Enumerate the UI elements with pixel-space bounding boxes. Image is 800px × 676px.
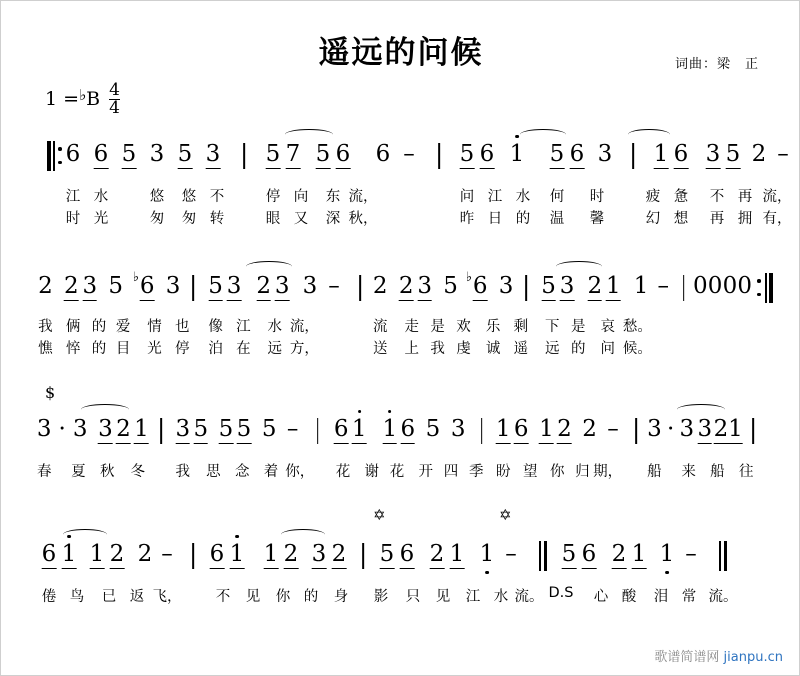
lyric-syllable: 花 [389, 464, 405, 480]
lyric-syllable: 你 [549, 464, 565, 480]
lyric-syllable: 情 [147, 319, 162, 335]
note: 5 [315, 141, 331, 167]
note: 5 [541, 273, 556, 299]
lyric-syllable: 不 [209, 189, 225, 205]
note: 3 [647, 416, 662, 442]
note: 5 [177, 141, 193, 167]
note: 1 [631, 541, 647, 567]
barline [359, 275, 361, 301]
note: – [685, 541, 697, 567]
note: 6 [513, 416, 529, 442]
note: 1 [61, 541, 77, 567]
lyric-syllable: 水 [493, 589, 509, 605]
lyric-syllable: 不 [215, 589, 231, 605]
note: 6 [673, 141, 689, 167]
note: 1 [659, 541, 675, 567]
slur-mark [246, 261, 292, 272]
lyric-syllable: 泊 [208, 341, 223, 357]
lyric-syllable: 剩 [513, 319, 529, 335]
lyric-syllable: 流 [373, 319, 388, 335]
music-system-2 [1, 270, 800, 363]
lyric-syllable: 的 [570, 341, 586, 357]
lyric-syllable: 影 [373, 589, 389, 605]
note: – [505, 541, 517, 567]
key-prefix: 1 = [45, 87, 80, 110]
note: 1 [351, 416, 367, 442]
lyric-syllable: D.S [548, 585, 574, 601]
lyric-syllable: 匆 [149, 211, 165, 227]
lyric-syllable: 下 [545, 319, 560, 335]
note: 6 [41, 541, 57, 567]
lyric-syllable: 船 [647, 464, 662, 480]
note: 1 [728, 416, 743, 442]
note: 2 [713, 416, 729, 442]
note: 5 [108, 273, 124, 299]
note: 3 [311, 541, 327, 567]
lyric-row [1, 585, 800, 607]
note: 5 [725, 141, 741, 167]
lyric-syllable: 我 [38, 319, 53, 335]
lyric-syllable: 目 [115, 341, 131, 357]
lyric-syllable: 问 [459, 189, 475, 205]
lyric-syllable: 归 [575, 464, 590, 480]
note: 0 [707, 273, 723, 299]
lyric-syllable: 温 [549, 211, 565, 227]
note: 5 [425, 416, 441, 442]
note: 2 [557, 416, 572, 442]
note: 3 [597, 141, 613, 167]
note: 1 [449, 541, 465, 567]
barline [636, 418, 638, 444]
lyric-syllable: 开 [418, 464, 434, 480]
note: 2 [587, 273, 603, 299]
lyric-syllable: 拥 [737, 211, 753, 227]
lyric-syllable: 望 [522, 464, 538, 480]
lyric-syllable: 是 [570, 319, 586, 335]
note: 5 [379, 541, 395, 567]
note: 1 [382, 416, 398, 442]
note: 5 [265, 141, 281, 167]
note: 1 [606, 273, 621, 299]
lyric-syllable: 昨 [459, 211, 475, 227]
lyric-syllable: 乐 [485, 319, 501, 335]
lyric-syllable: 船 [710, 464, 725, 480]
note: 5 [208, 273, 223, 299]
note: 2 [63, 273, 79, 299]
note: 6 [399, 541, 415, 567]
note: 3 [697, 416, 713, 442]
note: 2 [109, 541, 125, 567]
lyric-syllable: 在 [236, 341, 251, 357]
note: 3 [705, 141, 721, 167]
note: 2 [751, 141, 767, 167]
note: 3 [498, 273, 514, 299]
note: 5 [549, 141, 565, 167]
note: 3 [679, 416, 695, 442]
lyric-syllable: 来 [681, 464, 696, 480]
note: 6 [479, 141, 495, 167]
lyric-syllable: 眼 [265, 211, 281, 227]
note: 2 [116, 416, 131, 442]
flat-symbol: ♭ [79, 85, 87, 104]
lyric-syllable: 再 [709, 211, 725, 227]
note: 2 [283, 541, 299, 567]
note: 3 [302, 273, 318, 299]
lyric-syllable: 的 [303, 589, 319, 605]
lyric-syllable: 水 [515, 189, 531, 205]
key-letter: B [86, 87, 101, 110]
lyric-row [1, 185, 800, 207]
lyric-syllable: 匆 [181, 211, 197, 227]
lyric-syllable: 悠 [181, 189, 197, 205]
barline [632, 143, 634, 169]
note: 5 [261, 416, 277, 442]
slur-mark [285, 129, 333, 140]
note: – [328, 273, 340, 299]
lyric-syllable: 何 [549, 189, 565, 205]
lyric-syllable: 的 [91, 341, 107, 357]
note: 2 [372, 273, 388, 299]
note: 5 [459, 141, 475, 167]
lyric-syllable: 悠 [149, 189, 165, 205]
note: – [777, 141, 789, 167]
lyric-syllable: 秋， [348, 211, 378, 227]
note: 5 [561, 541, 577, 567]
lyric-syllable: 春 [36, 464, 52, 480]
note-row [1, 416, 800, 462]
byline-author-2: 正 [744, 57, 759, 72]
music-system-1 [1, 141, 800, 231]
lyric-syllable: 问 [600, 341, 616, 357]
lyric-syllable: 疲 [645, 189, 661, 205]
note: 2 [38, 273, 53, 299]
lyric-syllable: 冬 [130, 464, 146, 480]
note: 2 [611, 541, 627, 567]
lyric-syllable: 悴 [65, 341, 81, 357]
lyric-syllable: 飞， [152, 589, 182, 605]
note: 3 [175, 416, 191, 442]
note: 1 [263, 541, 279, 567]
note: 3 [149, 141, 165, 167]
note: 1 [89, 541, 105, 567]
note: 0 [737, 273, 753, 299]
music-system-4 [1, 541, 800, 609]
lyric-syllable: 远 [267, 341, 283, 357]
meter-numerator: 4 [109, 80, 120, 100]
note: 1 [479, 541, 495, 567]
lyric-syllable: 俩 [65, 319, 81, 335]
note: 3 [559, 273, 575, 299]
barline [753, 418, 755, 444]
lyric-syllable: 期， [593, 464, 623, 480]
lyric-row [1, 460, 800, 482]
lyric-syllable: 哀 [600, 319, 616, 335]
note: 2 [137, 541, 153, 567]
lyric-syllable: 见 [245, 589, 261, 605]
note: 5 [193, 416, 209, 442]
note: 0 [692, 273, 708, 299]
note: 3 [417, 273, 432, 299]
flat-accidental-icon: ♭ [132, 270, 139, 285]
lyric-syllable: 江 [65, 189, 81, 205]
watermark-url: jianpu.cn [723, 650, 783, 665]
lyric-syllable: 倦 [41, 589, 57, 605]
lyric-syllable: 不 [709, 189, 725, 205]
barline [362, 543, 364, 569]
note-row [1, 141, 800, 187]
note: 3 [82, 273, 98, 299]
note: 1 [495, 416, 511, 442]
lyric-syllable: 念 [234, 464, 250, 480]
key-signature [45, 81, 120, 116]
lyric-syllable: 转 [209, 211, 225, 227]
note: 1 [229, 541, 245, 567]
lyric-syllable: 水 [93, 189, 109, 205]
page-title: 遥远的问候 [318, 35, 484, 71]
lyric-syllable: 我 [430, 341, 445, 357]
note: 1 [653, 141, 669, 167]
meter-denominator: 4 [109, 98, 120, 118]
note: – [403, 141, 415, 167]
note: 6 ♭ [465, 270, 488, 299]
note: – [607, 416, 619, 442]
coda-icon: ✡ [499, 506, 512, 524]
note: 6 [581, 541, 597, 567]
lyric-syllable: 往 [738, 464, 754, 480]
byline [675, 53, 759, 72]
byline-author: 梁 [716, 57, 731, 72]
note: 3 [165, 273, 181, 299]
lyric-syllable: 常 [681, 589, 697, 605]
lyric-syllable: 欢 [456, 319, 471, 335]
note: 5 [443, 273, 458, 299]
lyric-syllable: 上 [404, 341, 419, 357]
lyric-syllable: 心 [593, 589, 609, 605]
watermark-text: 歌谱简谱网 [654, 650, 720, 665]
lyric-syllable: 深 [325, 211, 341, 227]
lyric-syllable: 的 [91, 319, 107, 335]
slur-mark [281, 529, 325, 540]
note: 2 [582, 416, 597, 442]
note: 2 [256, 273, 272, 299]
lyric-syllable: 季 [468, 464, 484, 480]
lyric-syllable: 馨 [589, 211, 605, 227]
note: 5 [218, 416, 234, 442]
barline [192, 543, 194, 569]
barline [243, 143, 245, 169]
note: 1 [633, 273, 649, 299]
lyric-syllable: 日 [487, 211, 503, 227]
coda-icon: ✡ [373, 506, 386, 524]
lyric-row [1, 207, 800, 229]
note: – [161, 541, 173, 567]
lyric-syllable: 送 [373, 341, 388, 357]
lyric-syllable: 再 [737, 189, 753, 205]
note: 6 [65, 141, 81, 167]
barline [683, 275, 685, 301]
note: 3 [72, 416, 88, 442]
note: 6 ♭ [132, 270, 155, 299]
note: 2 [398, 273, 414, 299]
lyric-syllable: 憔 [38, 341, 53, 357]
lyric-syllable: 是 [430, 319, 445, 335]
lyric-syllable: 流， [348, 189, 378, 205]
lyric-syllable: 我 [175, 464, 191, 480]
slur-mark [81, 404, 129, 415]
lyric-syllable: 已 [101, 589, 117, 605]
note-row [1, 270, 800, 319]
lyric-syllable: 见 [435, 589, 451, 605]
lyric-syllable: 流。 [708, 589, 738, 605]
lyric-syllable: 鸟 [69, 589, 85, 605]
lyric-syllable: 停 [175, 341, 190, 357]
lyric-syllable: 酸 [621, 589, 637, 605]
lyric-syllable: 时 [589, 189, 605, 205]
lyric-syllable: 遥 [513, 341, 529, 357]
lyric-syllable: 水 [267, 319, 283, 335]
lyric-syllable: 谢 [364, 464, 380, 480]
note: 3 [36, 416, 52, 442]
lyric-syllable: 走 [404, 319, 419, 335]
lyric-syllable: 想 [673, 211, 689, 227]
barline [317, 418, 319, 444]
segno-icon: $ [45, 383, 56, 402]
lyric-syllable: 只 [405, 589, 421, 605]
barline [481, 418, 483, 444]
lyric-syllable: 流。 [514, 589, 544, 605]
note: 3 [274, 273, 290, 299]
lyric-row [1, 315, 800, 337]
lyric-syllable: 泪 [653, 589, 669, 605]
lyric-syllable: 光 [93, 211, 109, 227]
note: 7 [285, 141, 301, 167]
note: 0 [722, 273, 738, 299]
lyric-row [1, 337, 800, 359]
lyric-syllable: 着 [263, 464, 279, 480]
lyric-syllable: 秋 [99, 464, 115, 480]
lyric-syllable: 又 [293, 211, 309, 227]
note: 6 [333, 416, 349, 442]
lyric-syllable: 诚 [485, 341, 501, 357]
lyric-syllable: 虔 [456, 341, 471, 357]
lyric-syllable: 花 [335, 464, 351, 480]
lyric-syllable: 你 [275, 589, 291, 605]
lyric-syllable: 候。 [622, 341, 652, 357]
note: 3 [226, 273, 242, 299]
note: 2 [429, 541, 445, 567]
lyric-syllable: 盼 [495, 464, 511, 480]
slur-mark [628, 129, 670, 140]
lyric-syllable: 幻 [645, 211, 661, 227]
note: · [58, 416, 66, 442]
lyric-syllable: 时 [65, 211, 81, 227]
note: 6 [209, 541, 225, 567]
lyric-syllable: 思 [206, 464, 221, 480]
note: 6 [375, 141, 391, 167]
note: · [666, 416, 675, 442]
barline [193, 275, 195, 301]
barline [526, 275, 528, 301]
note: 3 [98, 416, 113, 442]
lyric-syllable: 光 [147, 341, 162, 357]
lyric-syllable: 停 [265, 189, 281, 205]
lyric-syllable: 江 [487, 189, 503, 205]
lyric-syllable: 像 [208, 319, 223, 335]
lyric-syllable: 向 [293, 189, 309, 205]
lyric-syllable: 江 [236, 319, 251, 335]
barline [438, 143, 440, 169]
note: 5 [236, 416, 252, 442]
lyric-syllable: 爱 [115, 319, 131, 335]
note: 1 [134, 416, 149, 442]
lyric-syllable: 江 [465, 589, 481, 605]
note: 5 [121, 141, 137, 167]
lyric-syllable: 东 [325, 189, 341, 205]
lyric-syllable: 有， [762, 211, 792, 227]
note: 1 [539, 416, 554, 442]
slur-mark [520, 129, 566, 140]
music-system-3 [1, 416, 800, 484]
lyric-syllable: 返 [129, 589, 145, 605]
note: 6 [93, 141, 109, 167]
lyric-syllable: 你， [285, 464, 315, 480]
slur-mark [63, 529, 107, 540]
lyric-syllable: 流， [289, 319, 319, 335]
flat-accidental-icon: ♭ [465, 270, 472, 285]
lyric-syllable: 也 [175, 319, 190, 335]
lyric-syllable: 流， [762, 189, 792, 205]
lyric-syllable: 方， [289, 341, 319, 357]
lyric-syllable: 的 [515, 211, 531, 227]
slur-mark [556, 261, 602, 272]
watermark [654, 646, 783, 665]
note: 6 [569, 141, 585, 167]
byline-label: 词曲： [674, 57, 717, 72]
barline [160, 418, 162, 444]
lyric-syllable: 身 [333, 589, 349, 605]
slur-mark [677, 404, 725, 415]
note: 3 [450, 416, 466, 442]
note: 6 [400, 416, 416, 442]
note: – [657, 273, 670, 299]
time-signature [109, 82, 120, 117]
lyric-syllable: 远 [545, 341, 560, 357]
lyric-syllable: 愁。 [622, 319, 652, 335]
note: 1 [509, 141, 525, 167]
note: 2 [331, 541, 347, 567]
note: 6 [335, 141, 351, 167]
lyric-syllable: 四 [443, 464, 459, 480]
note: – [286, 416, 299, 442]
lyric-syllable: 惫 [673, 189, 689, 205]
note-row [1, 541, 800, 587]
note: 3 [205, 141, 221, 167]
lyric-syllable: 夏 [71, 464, 86, 480]
